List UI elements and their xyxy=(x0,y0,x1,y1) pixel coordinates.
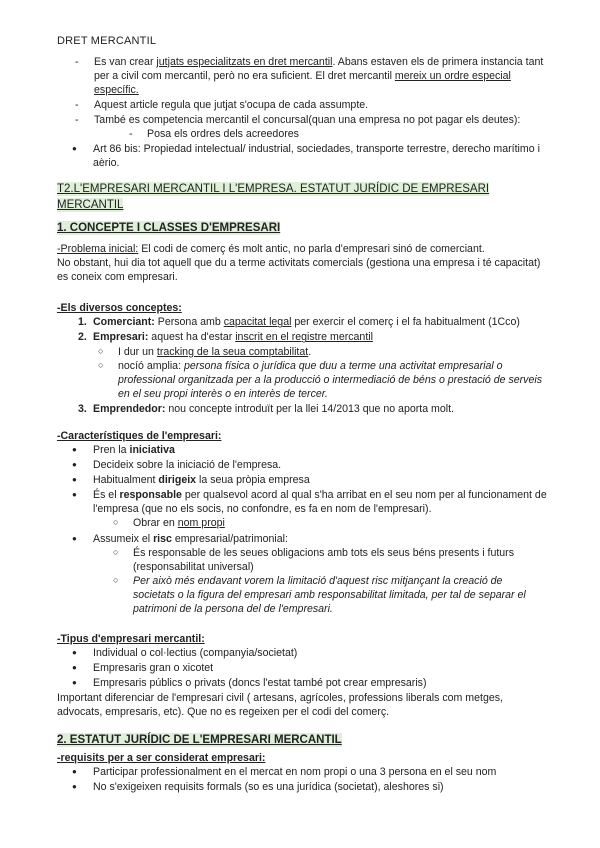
text: Obrar en xyxy=(133,517,178,530)
highlighted-text: 1. CONCEPTE I CLASSES D'EMPRESARI xyxy=(57,221,281,234)
bold-text: Empresari: xyxy=(93,331,149,344)
subheading: -Els diversos conceptes: xyxy=(57,302,182,315)
requirements-list xyxy=(57,765,547,794)
text: També es competencia mercantil el concursal(quan una empresa no pot pagar els deutes): xyxy=(94,113,521,126)
text: Es van crear xyxy=(94,55,157,68)
text: . xyxy=(308,345,312,358)
underlined-text: capacitat legal xyxy=(223,316,292,329)
list-item: ● No s'exigeixen requisits formals (so es una jurídica (societat), aleshores si) xyxy=(93,780,547,794)
bold-text: Emprendedor: xyxy=(93,402,166,415)
intro-list xyxy=(57,55,547,141)
underlined-text: jutjats especialitzats en dret mercantil xyxy=(156,55,333,68)
bold-text: responsable xyxy=(119,489,182,502)
paragraph xyxy=(57,242,547,256)
list-item: ● Individual o col·lectius (companyia/societat) xyxy=(93,646,547,660)
subheading: -requisits per a ser considerat empresari: xyxy=(57,751,266,764)
text: Habitualment xyxy=(93,474,159,487)
number: 3. xyxy=(78,402,87,415)
list-item: ● Decideix sobre la iniciació de l'empresa. xyxy=(93,458,547,472)
list-item xyxy=(93,473,547,487)
sub-list xyxy=(57,127,547,141)
list-item xyxy=(93,488,547,530)
list-item xyxy=(118,345,547,359)
text: nou concepte introduït per la llei 14/2013 que no aporta molt. xyxy=(165,402,454,415)
sub-list xyxy=(93,345,547,401)
text: I dur un xyxy=(118,345,157,358)
underlined-text: tracking de la seua comptabilitat xyxy=(156,345,309,358)
list-item xyxy=(118,359,547,401)
text: Pren la xyxy=(93,444,130,457)
bold-text: Comerciant: xyxy=(93,316,155,329)
document-page xyxy=(57,34,547,795)
italic-text: persona física o jurídica que duu a terme una activitat empresarial o professional organitzada per a la producció o intermediació de béns o prestació de serveis en el seu propi interès o en interès de tercer. xyxy=(118,359,542,400)
text: És el xyxy=(93,489,120,502)
subheading: -Tipus d'empresari mercantil: xyxy=(57,632,205,645)
underlined-text: -Problema inicial: xyxy=(57,243,139,256)
list-item: ● Empresaris gran o xicotet xyxy=(93,661,547,675)
list-item xyxy=(93,532,547,616)
text: aquest ha d'estar xyxy=(148,331,236,344)
number: 1. xyxy=(78,316,87,329)
section-heading xyxy=(57,733,547,748)
list-item: ● Participar professionalment en el mercat en nom propi o una 3 persona en el seu nom xyxy=(93,765,547,779)
underlined-text: mereix un ordre especial específic. xyxy=(94,69,511,96)
sub-list xyxy=(93,546,547,616)
sub-list xyxy=(93,516,547,530)
list-item xyxy=(133,516,547,530)
list-item xyxy=(78,330,547,400)
topic-title xyxy=(57,182,547,213)
text: nocíó amplia: xyxy=(118,359,184,372)
paragraph: No obstant, hui dia tot aquell que du a terme activitats comercials (gestiona una empresa i té capacitat) es coneix com empresari. xyxy=(57,257,541,284)
underlined-text: inscrit en el registre mercantil xyxy=(235,331,373,344)
text: per exercir el comerç i el fa habitualment (1Cco) xyxy=(291,316,520,329)
types-list xyxy=(57,646,547,690)
list-item: ○ Per això més endavant vorem la limitació d'aquest risc mitjançant la creació de societats o la figura del empresari amb responsabilitat limitada, per tal de separar el patrimoni de la persona del de l'empresari. xyxy=(133,574,547,616)
text: empresarial/patrimonial: xyxy=(171,532,288,545)
section-heading xyxy=(57,221,547,236)
list-item xyxy=(78,315,547,329)
text: la seua pròpia empresa xyxy=(196,474,310,487)
text: Persona amb xyxy=(154,316,224,329)
document-title: DRET MERCANTIL xyxy=(57,35,157,47)
paragraph: Important diferenciar de l'empresari civil ( artesans, agrícoles, professions liberals com metges, advocats, empresaris, etc). Que no es regeixen per el codi del comerç. xyxy=(57,692,503,719)
list-item: ● Art 86 bis: Propiedad intelectual/ industrial, sociedades, transporte terrestre, derecho marítimo i aèrio. xyxy=(93,142,547,170)
characteristics-list xyxy=(57,443,547,616)
list-item: - Posa els ordres dels acreedores xyxy=(147,127,547,141)
highlighted-text: T2.L'EMPRESARI MERCANTIL I L'EMPRESA. ESTATUT JURÍDIC DE EMPRESARI MERCANTIL xyxy=(57,183,490,211)
text: . Abans estaven els de primera instancia tant per a civil com mercantil, però no era suficient. El dret mercantil xyxy=(94,55,544,82)
list-item: ○ És responsable de les seues obligacions amb tots els seus béns presents i futurs (responsabilitat universal) xyxy=(133,546,547,574)
text: Assumeix el xyxy=(93,532,154,545)
list-item: ● Empresaris públics o privats (doncs l'estat també pot crear empresaris) xyxy=(93,676,547,690)
list-item xyxy=(93,443,547,457)
intro-bullets xyxy=(57,142,547,170)
text: El codi de comerç és molt antic, no parla d'empresari sinó de comerciant. xyxy=(138,243,485,256)
list-item xyxy=(94,113,547,141)
list-item xyxy=(78,402,547,416)
text: per qualsevol acord al qual s'ha arribat en el seu nom per al funcionament de l'empresa (que no els socis, no confondre, es fa en nom de l'empresari). xyxy=(93,489,547,516)
list-item: - Aquest article regula que jutjat s'ocupa de cada assumpte. xyxy=(94,98,547,112)
subheading: -Característiques de l'empresari: xyxy=(57,429,222,442)
underlined-text: nom propi xyxy=(177,517,225,530)
list-item xyxy=(94,55,547,97)
highlighted-text: 2. ESTATUT JURÍDIC DE L'EMPRESARI MERCANTIL xyxy=(57,734,342,747)
number: 2. xyxy=(78,331,87,344)
bold-text: iniciativa xyxy=(129,444,175,457)
concepts-list xyxy=(57,315,547,416)
bold-text: dirigeix xyxy=(158,474,197,487)
bold-text: risc xyxy=(153,532,172,545)
